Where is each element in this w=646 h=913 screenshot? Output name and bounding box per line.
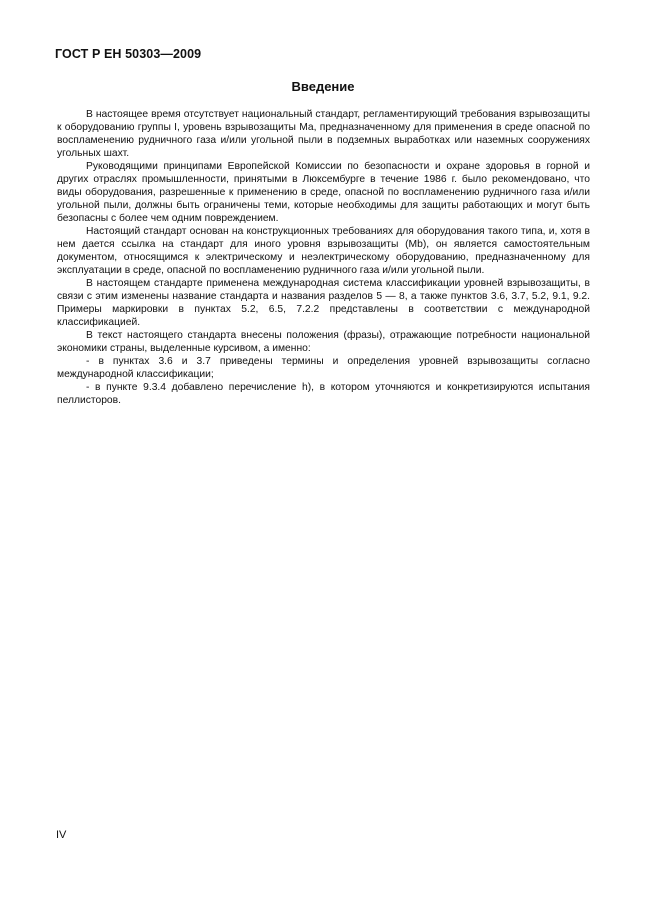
- paragraph-1: В настоящее время отсутствует национальный стандарт, регламентирующий требования взрывозащиты к оборудованию группы I, уровень взрывозащиты Ма, предназначенному для применения в среде опасной по воспламенению рудничного газа и/или угольной пыли в подземных выработках или наземных сооружениях угольных шахт.: [57, 109, 590, 159]
- paragraph-5: В текст настоящего стандарта внесены положения (фразы), отражающие потребности национальной экономики страны, выделенные курсивом, а именно:: [57, 330, 590, 354]
- paragraph-3: Настоящий стандарт основан на конструкционных требованиях для оборудования такого типа, и, хотя в нем дается ссылка на стандарт для иного уровня взрывозащиты (Mb), он является самостоятельным документом, относящимся к электрическому и неэлектрическому оборудованию, предназначенному для эксплуатации в среде, опасной по воспламенению рудничного газа и/или угольной пыли.: [57, 226, 590, 276]
- list-item-1: - в пунктах 3.6 и 3.7 приведены термины и определения уровней взрывозащиты согласно международной классификации;: [57, 356, 590, 380]
- list-item-2: - в пункте 9.3.4 добавлено перечисление h), в котором уточняются и конкретизируются испытания пеллисторов.: [57, 382, 590, 406]
- page-number: IV: [56, 829, 67, 841]
- document-body: [57, 108, 590, 407]
- paragraph-4: В настоящем стандарте применена международная система классификации уровней взрывозащиты, в связи с этим изменены название стандарта и названия разделов 5 — 8, а также пунктов 3.6, 3.7, 5.2, 9.1, 9.2. Примеры маркировки в пунктах 5.2, 6.5, 7.2.2 представлены в соответствии с международной классификацией.: [57, 278, 590, 328]
- section-title: Введение: [291, 79, 355, 94]
- standard-code: ГОСТ Р ЕН 50303—2009: [55, 47, 202, 61]
- paragraph-2: Руководящими принципами Европейской Комиссии по безопасности и охране здоровья в горной и других отраслях промышленности, принятыми в Люксембурге в течение 1986 г. было рекомендовано, что виды оборудования, разрешенные к применению в среде, опасной по воспламенению рудничного газа и/или угольной пыли, должны быть ограничены теми, которые необходимы для защиты работающих и могут быть безопасны с более чем одним повреждением.: [57, 161, 590, 224]
